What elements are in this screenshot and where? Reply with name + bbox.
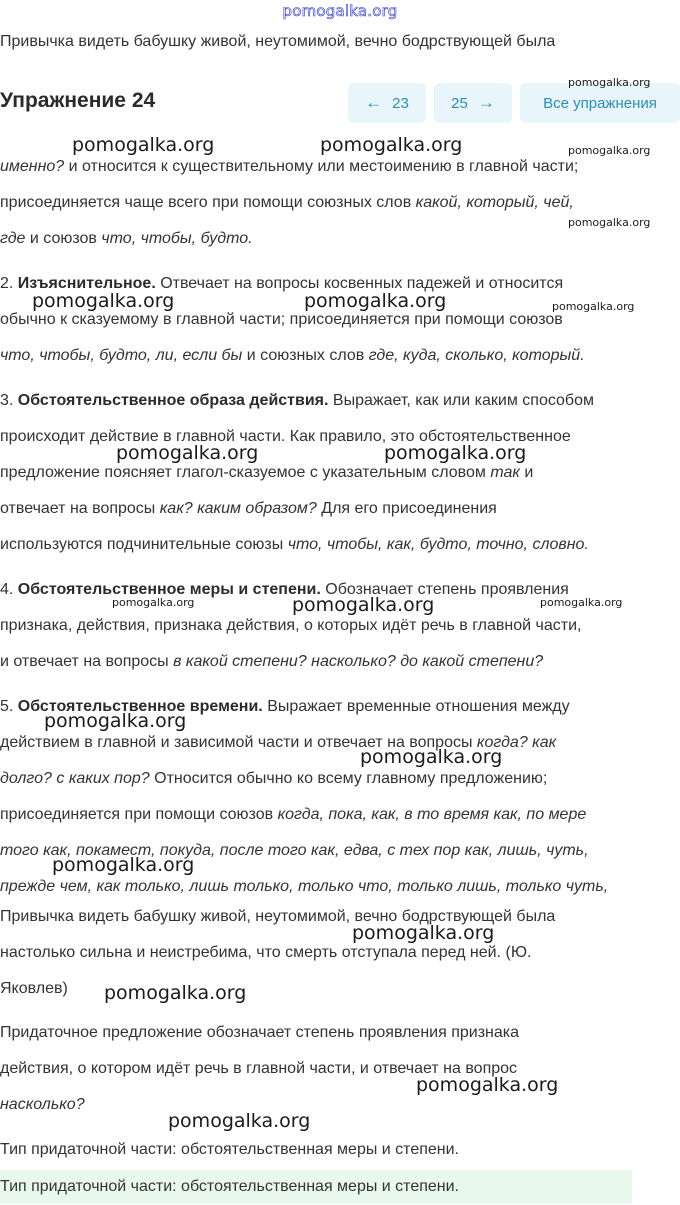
text-span: 5. bbox=[0, 698, 18, 715]
text-italic: какой, который, чей, bbox=[415, 194, 574, 211]
text-span: Отвечает на вопросы косвенных падежей и относится bbox=[155, 275, 564, 292]
text-line bbox=[0, 311, 563, 329]
text-span: и отвечает на вопросы bbox=[0, 653, 174, 670]
text-line bbox=[0, 980, 68, 998]
watermark: pomogalka.org bbox=[568, 76, 651, 89]
watermark: pomogalka.org bbox=[72, 134, 215, 156]
text-span: присоединяется чаще всего при помощи союзных слов bbox=[0, 194, 416, 211]
text-span: и относится к существительному или местоимению в главной части; bbox=[64, 158, 579, 175]
text-span: действием в главной и зависимой части и отвечает на вопросы bbox=[0, 734, 477, 751]
text-line bbox=[0, 347, 585, 365]
intro-line: Привычка видеть бабушку живой, неутомимой, вечно бодрствующей была bbox=[0, 33, 556, 50]
watermark: pomogalka.org bbox=[32, 290, 175, 312]
watermark: pomogalka.org bbox=[552, 300, 635, 313]
text-span: Яковлев) bbox=[0, 980, 68, 997]
page-title: Упражнение 24 bbox=[0, 89, 156, 112]
text-span: и союзных слов bbox=[242, 347, 369, 364]
text-italic: когда, пока, как, в то время как, по мере bbox=[277, 806, 587, 823]
text-line bbox=[0, 158, 578, 176]
text-bold: Обстоятельственное меры и степени. bbox=[17, 581, 321, 598]
text-italic: именно? bbox=[0, 158, 65, 175]
answer-box bbox=[0, 1170, 632, 1204]
text-line bbox=[0, 194, 574, 212]
text-span: настолько сильна и неистребима, что смерть отступала перед ней. (Ю. bbox=[0, 944, 532, 961]
text-line bbox=[0, 1024, 519, 1042]
text-bold: Обстоятельственное времени. bbox=[17, 698, 263, 715]
watermark: pomogalka.org bbox=[168, 1110, 311, 1132]
watermark: pomogalka.org bbox=[320, 134, 463, 156]
watermark: pomogalka.org bbox=[112, 596, 195, 609]
text-span: и bbox=[519, 464, 534, 481]
text-line bbox=[0, 230, 253, 248]
watermark: pomogalka.org bbox=[292, 594, 435, 616]
text-line bbox=[0, 1096, 85, 1114]
text-line bbox=[0, 464, 533, 482]
text-span: предложение поясняет глагол-сказуемое с указательным словом bbox=[0, 464, 491, 481]
text-line bbox=[0, 653, 543, 671]
text-span: обычно к сказуемому в главной части; присоединяется при помощи союзов bbox=[0, 311, 563, 328]
text-line bbox=[0, 1141, 459, 1159]
text-span: Обозначает степень проявления bbox=[320, 581, 569, 598]
text-line bbox=[0, 944, 531, 962]
text-span: Относится обычно ко всему главному предложению; bbox=[149, 770, 548, 787]
text-line bbox=[0, 770, 547, 788]
text-italic: так bbox=[490, 464, 520, 481]
text-span: Тип придаточной части: обстоятельственная меры и степени. bbox=[0, 1141, 459, 1158]
text-line bbox=[0, 392, 594, 410]
text-italic: долго? с каких пор? bbox=[0, 770, 150, 787]
prev-exercise-label: 23 bbox=[392, 94, 409, 112]
text-span: 3. bbox=[0, 392, 18, 409]
text-span: присоединяется при помощи союзов bbox=[0, 806, 278, 823]
text-italic: прежде чем, как только, лишь только, только что, только лишь, только чуть, bbox=[0, 878, 609, 895]
text-span: действия, о котором идёт речь в главной части, и отвечает на вопрос bbox=[0, 1060, 518, 1077]
text-span: признака, действия, признака действия, о которых идёт речь в главной части, bbox=[0, 617, 582, 634]
watermark: pomogalka.org bbox=[44, 710, 187, 732]
text-span: отвечает на вопросы bbox=[0, 500, 160, 517]
watermark: pomogalka.org bbox=[304, 290, 447, 312]
text-italic: как? каким образом? bbox=[159, 500, 317, 517]
arrow-right-icon: → bbox=[477, 93, 495, 112]
next-exercise-label: 25 bbox=[451, 94, 468, 112]
text-span: 4. bbox=[0, 581, 18, 598]
watermark: pomogalka.org bbox=[104, 982, 247, 1004]
arrow-left-icon: ← bbox=[365, 93, 383, 112]
text-span: Придаточное предложение обозначает степень проявления признака bbox=[0, 1024, 520, 1041]
answer-text: Тип придаточной части: обстоятельственная меры и степени. bbox=[0, 1178, 459, 1195]
text-line bbox=[0, 806, 586, 824]
text-italic: где, куда, сколько, который. bbox=[368, 347, 585, 364]
site-watermark-top: pomogalka.org bbox=[282, 2, 398, 20]
text-span: Привычка видеть бабушку живой, неутомимой, вечно бодрствующей была bbox=[0, 908, 556, 925]
text-span: и союзов bbox=[25, 230, 102, 247]
exercise-header bbox=[0, 83, 680, 125]
watermark: pomogalka.org bbox=[540, 596, 623, 609]
watermark: pomogalka.org bbox=[384, 442, 527, 464]
text-italic: когда? как bbox=[476, 734, 557, 751]
watermark: pomogalka.org bbox=[568, 144, 651, 157]
text-italic: насколько? bbox=[0, 1096, 85, 1113]
text-italic: что, чтобы, будто. bbox=[101, 230, 253, 247]
text-italic: того как, покамест, покуда, после того как, едва, с тех пор как, лишь, чуть, bbox=[0, 842, 589, 859]
watermark: pomogalka.org bbox=[568, 216, 651, 229]
text-span: 2. bbox=[0, 275, 18, 292]
text-italic: что, чтобы, будто, ли, если бы bbox=[0, 347, 243, 364]
next-exercise-button[interactable] bbox=[434, 83, 512, 123]
text-span: Выражает временные отношения между bbox=[262, 698, 570, 715]
text-span: происходит действие в главной части. Как правило, это обстоятельственное bbox=[0, 428, 571, 445]
text-span: Выражает, как или каким способом bbox=[328, 392, 594, 409]
text-italic: что, чтобы, как, будто, точно, словно. bbox=[287, 536, 589, 553]
watermark: pomogalka.org bbox=[52, 854, 195, 876]
text-bold: Обстоятельственное образа действия. bbox=[17, 392, 329, 409]
text-line bbox=[0, 536, 589, 554]
all-exercises-label: Все упражнения bbox=[543, 94, 657, 112]
text-bold: Изъяснительное. bbox=[17, 275, 156, 292]
text-span: Для его присоединения bbox=[316, 500, 497, 517]
all-exercises-button[interactable] bbox=[520, 83, 680, 123]
watermark: pomogalka.org bbox=[352, 922, 495, 944]
text-line bbox=[0, 581, 569, 599]
text-line bbox=[0, 500, 497, 518]
watermark: pomogalka.org bbox=[116, 442, 259, 464]
watermark: pomogalka.org bbox=[360, 746, 503, 768]
watermark: pomogalka.org bbox=[416, 1074, 559, 1096]
text-span: используются подчинительные союзы bbox=[0, 536, 288, 553]
text-line bbox=[0, 617, 581, 635]
text-italic: где bbox=[0, 230, 26, 247]
prev-exercise-button[interactable] bbox=[348, 83, 426, 123]
text-italic: в какой степени? насколько? до какой степени? bbox=[173, 653, 544, 670]
text-line bbox=[0, 878, 608, 896]
